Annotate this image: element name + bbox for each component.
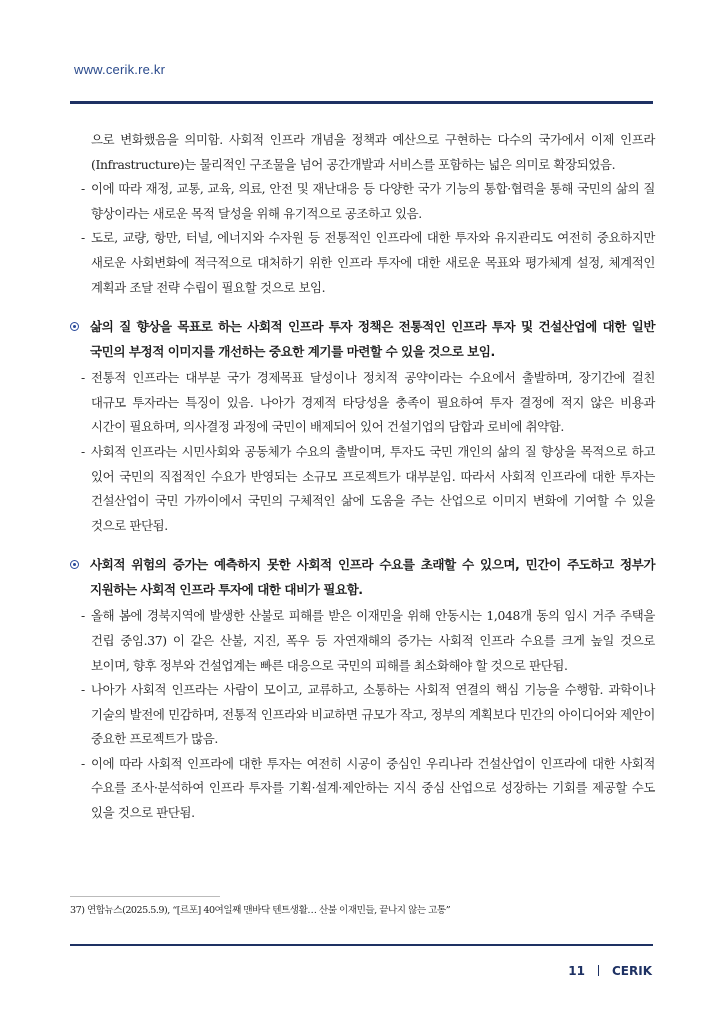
footer-divider xyxy=(598,965,599,976)
footnote: 37) 연합뉴스(2025.5.9), “[르포] 40여일째 맨바닥 텐트생활… 산불 이재민들, 끝나지 않는 고통” xyxy=(70,905,451,916)
page-number: 11 xyxy=(568,964,585,978)
circle-bullet-icon xyxy=(70,322,79,331)
list-item: - 올해 봄에 경북지역에 발생한 산불로 피해를 받은 이재민을 위해 안동시는 1,048개 동의 임시 거주 주택을 건립 중임.37) 이 같은 산불, 지진, 폭우 등 자연재해의 증가는 사회적 인프라 수요를 크게 높일 것으로 보이며, 향후 정부와 건설업계는 빠른 대응으로 국민의 피해를 최소화해야 할 것으로 판단됨. xyxy=(81,608,655,673)
header-rule xyxy=(70,101,653,104)
list-item: - 이에 따라 재정, 교통, 교육, 의료, 안전 및 재난대응 등 다양한 국가 기능의 통합·협력을 통해 국민의 삶의 질 향상이라는 새로운 목적 달성을 위해 유기적으로 공조하고 있음. xyxy=(81,181,655,221)
site-url: www.cerik.re.kr xyxy=(74,62,166,77)
circle-bullet-icon xyxy=(70,560,79,569)
org-name: CERIK xyxy=(611,964,652,978)
main-content xyxy=(70,128,655,826)
footnote-separator xyxy=(70,896,220,897)
intro-continuation: 으로 변화했음을 의미함. 사회적 인프라 개념을 정책과 예산으로 구현하는 다수의 국가에서 이제 인프라(Infrastructure)는 물리적인 구조물을 넘어 공간개발과 서비스를 포함하는 넓은 의미로 확장되었음. xyxy=(91,132,655,172)
list-item: - 전통적 인프라는 대부분 국가 경제목표 달성이나 정치적 공약이라는 수요에서 출발하며, 장기간에 걸친 대규모 투자라는 특징이 있음. 나아가 경제적 타당성을 충족이 필요하여 투자 결정에 적지 않은 비용과 시간이 필요하며, 의사결정 과정에 국민이 배제되어 있어 건설기업의 담합과 로비에 취약함. xyxy=(81,370,655,435)
section-heading: 삶의 질 향상을 목표로 하는 사회적 인프라 투자 정책은 전통적인 인프라 투자 및 건설산업에 대한 일반 국민의 부정적 이미지를 개선하는 중요한 계기를 마련할 수 있을 것으로 보임. xyxy=(70,315,655,364)
page-footer xyxy=(568,964,652,978)
list-item: - 나아가 사회적 인프라는 사람이 모이고, 교류하고, 소통하는 사회적 연결의 핵심 기능을 수행함. 과학이나 기술의 발전에 민감하며, 전통적 인프라와 비교하면 규모가 작고, 정부의 계획보다 민간의 아이디어와 제안이 중요한 프로젝트가 많음. xyxy=(81,682,655,747)
list-item: - 도로, 교량, 항만, 터널, 에너지와 수자원 등 전통적인 인프라에 대한 투자와 유지관리도 여전히 중요하지만 새로운 사회변화에 적극적으로 대처하기 위한 인프라 투자에 대한 새로운 목표와 평가체계 설정, 체계적인 계획과 조달 전략 수립이 필요할 것으로 보임. xyxy=(81,230,655,295)
footer-rule xyxy=(70,944,653,946)
list-item: - 이에 따라 사회적 인프라에 대한 투자는 여전히 시공이 중심인 우리나라 건설산업이 인프라에 대한 사회적 수요를 조사·분석하여 인프라 투자를 기획·설계·제안하는 지식 중심 산업으로 성장하는 기회를 제공할 수도 있을 것으로 판단됨. xyxy=(81,755,655,821)
section-heading: 사회적 위험의 증가는 예측하지 못한 사회적 인프라 수요를 초래할 수 있으며, 민간이 주도하고 정부가 지원하는 사회적 인프라 투자에 대한 대비가 필요함. xyxy=(70,553,655,602)
list-item: - 사회적 인프라는 시민사회와 공동체가 수요의 출발이며, 투자도 국민 개인의 삶의 질 향상을 목적으로 하고 있어 국민의 직접적인 수요가 반영되는 소규모 프로젝트가 대부분임. 따라서 사회적 인프라에 대한 투자는 건설산업이 국민 가까이에서 국민의 구체적인 삶에 도움을 주는 산업으로 이미지 변화에 기여할 수 있을 것으로 판단됨. xyxy=(81,443,655,533)
